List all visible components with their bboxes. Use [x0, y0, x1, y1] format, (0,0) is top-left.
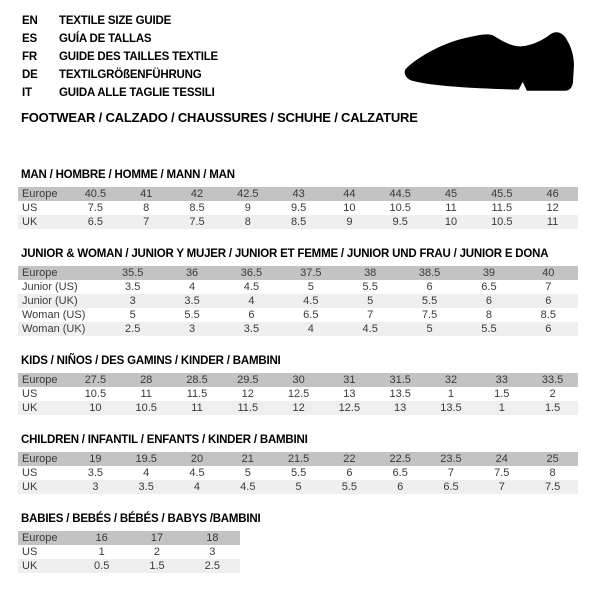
language-label: TEXTILE SIZE GUIDE [59, 15, 172, 27]
size-cell: 4 [143, 467, 150, 479]
size-table [18, 373, 578, 415]
size-cell: 4 [193, 481, 201, 493]
size-cell: 4 [307, 323, 314, 335]
size-cell: 6.5 [303, 309, 319, 321]
size-cell: 3.5 [87, 467, 104, 479]
size-cell: 6 [397, 481, 404, 493]
size-row [18, 280, 578, 294]
size-cell: 10.5 [491, 216, 513, 228]
size-cell: 9.5 [290, 202, 307, 214]
size-cell: 6.5 [481, 281, 497, 293]
size-cell: 10.5 [135, 402, 157, 414]
size-table [18, 452, 578, 494]
language-row-en [22, 12, 218, 30]
row-label: Europe [22, 188, 58, 200]
language-label: GUIDE DES TAILLES TEXTILE [59, 51, 218, 63]
size-cell: 13 [394, 402, 407, 414]
size-cell: 3 [129, 295, 136, 307]
size-row [18, 401, 578, 415]
size-cell: 9.5 [392, 216, 408, 228]
size-cell: 2.5 [204, 560, 220, 572]
row-label: US [22, 546, 38, 558]
size-cell: 1.5 [544, 402, 561, 414]
size-cell: 13 [343, 388, 356, 400]
row-label: Europe [22, 532, 58, 544]
size-cell: 3.5 [138, 481, 154, 493]
size-row [18, 201, 578, 215]
size-cell: 4 [189, 281, 196, 293]
size-cell: 5 [129, 309, 136, 321]
size-cell: 13.5 [389, 388, 411, 400]
size-cell: 4 [248, 295, 255, 307]
size-cell: 36 [185, 267, 199, 279]
size-cell: 8 [143, 202, 150, 214]
size-cell: 5 [244, 467, 251, 479]
size-cell: 12 [241, 388, 254, 400]
size-cell: 5 [295, 481, 302, 493]
size-cell: 19 [89, 453, 102, 465]
row-label: Europe [22, 267, 58, 279]
size-cell: 10.5 [84, 388, 107, 400]
size-row [18, 452, 578, 466]
size-cell: 31.5 [389, 374, 411, 386]
size-cell: 3 [189, 323, 196, 335]
row-label: UK [22, 481, 38, 493]
size-cell: 11.5 [186, 388, 208, 400]
size-cell: 7 [143, 216, 150, 228]
size-cell: 7.5 [87, 202, 104, 214]
size-row [18, 215, 578, 229]
size-section [18, 169, 578, 229]
size-cell: 12 [292, 402, 305, 414]
size-cell: 6 [426, 281, 433, 293]
size-cell: 9 [244, 202, 251, 214]
size-cell: 3.5 [243, 323, 260, 335]
size-table [18, 266, 578, 336]
size-cell: 7 [545, 281, 552, 293]
language-code: DE [22, 69, 38, 81]
size-cell: 2.5 [125, 323, 141, 335]
size-cell: 7.5 [494, 467, 510, 479]
size-cell: 8.5 [540, 309, 556, 321]
size-cell: 18 [206, 532, 219, 544]
size-cell: 5 [307, 281, 314, 293]
size-table-title: KIDS / NIÑOS / DES GAMINS / KINDER / BAMBINI [21, 355, 281, 367]
size-row [18, 466, 578, 480]
language-code: ES [22, 33, 37, 45]
size-cell: 6 [545, 295, 552, 307]
size-cell: 0.5 [94, 560, 110, 572]
size-cell: 46 [546, 188, 559, 200]
size-cell: 10.5 [389, 202, 411, 214]
size-cell: 27.5 [84, 374, 107, 386]
row-label: UK [22, 216, 38, 228]
size-cell: 6 [346, 467, 353, 479]
size-cell: 2 [153, 546, 161, 558]
size-cell: 25 [546, 453, 559, 465]
size-cell: 8.5 [189, 202, 205, 214]
size-section [18, 248, 578, 336]
size-cell: 30 [292, 374, 305, 386]
size-cell: 38.5 [418, 267, 441, 279]
size-cell: 28.5 [186, 374, 208, 386]
size-cell: 5.5 [421, 295, 438, 307]
size-cell: 6.5 [87, 216, 104, 228]
language-label: TEXTILGRÖßENFÜHRUNG [59, 69, 202, 81]
size-cell: 4.5 [240, 481, 256, 493]
size-row [18, 294, 578, 308]
size-cell: 6 [545, 323, 552, 335]
language-code: IT [22, 87, 32, 99]
size-table-title: BABIES / BEBÉS / BÉBÉS / BABYS /BAMBINI [21, 513, 261, 525]
language-row-de [22, 66, 218, 84]
size-cell: 6 [485, 295, 492, 307]
size-row [18, 545, 240, 559]
size-row [18, 187, 578, 201]
size-cell: 1 [498, 402, 505, 414]
size-cell: 3 [92, 481, 99, 493]
size-cell: 5.5 [341, 481, 358, 493]
size-cell: 2 [549, 388, 556, 400]
size-cell: 12 [546, 202, 559, 214]
size-cell: 11 [140, 388, 152, 400]
size-cell: 40 [542, 267, 555, 279]
size-cell: 10 [343, 202, 356, 214]
size-cell: 4.5 [189, 467, 205, 479]
size-row [18, 559, 240, 573]
size-cell: 40.5 [84, 188, 107, 200]
size-cell: 5.5 [184, 309, 200, 321]
size-cell: 3.5 [125, 281, 141, 293]
row-label: US [22, 202, 38, 214]
size-cell: 28 [140, 374, 153, 386]
size-cell: 7.5 [544, 481, 561, 493]
size-cell: 23.5 [440, 453, 462, 465]
size-row [18, 322, 578, 336]
size-cell: 6.5 [392, 467, 408, 479]
size-row [18, 373, 578, 387]
size-cell: 3.5 [184, 295, 200, 307]
size-cell: 45.5 [491, 188, 513, 200]
row-label: Europe [22, 374, 58, 386]
row-label: UK [22, 402, 38, 414]
language-row-es [22, 30, 218, 48]
size-section [18, 513, 578, 573]
language-code: EN [22, 15, 38, 27]
size-cell: 4.5 [303, 295, 319, 307]
size-row [18, 387, 578, 401]
size-cell: 12.5 [338, 402, 361, 414]
size-cell: 44 [343, 188, 356, 200]
size-cell: 4.5 [243, 281, 260, 293]
size-cell: 6 [248, 309, 255, 321]
size-cell: 5 [426, 323, 433, 335]
size-cell: 16 [95, 532, 108, 544]
language-label: GUIDA ALLE TAGLIE TESSILI [59, 87, 215, 99]
size-cell: 8 [549, 467, 556, 479]
row-label: US [22, 467, 38, 479]
size-cell: 7 [498, 481, 505, 493]
language-row-it [22, 84, 218, 102]
size-cell: 42 [190, 188, 204, 200]
size-cell: 22 [343, 453, 356, 465]
language-code: FR [22, 51, 37, 63]
row-label: Europe [22, 453, 58, 465]
size-table [18, 531, 240, 573]
size-cell: 5 [367, 295, 374, 307]
size-cell: 1.5 [149, 560, 165, 572]
size-cell: 1 [98, 546, 105, 558]
size-cell: 44.5 [389, 188, 411, 200]
size-tables [18, 169, 578, 592]
size-cell: 33.5 [541, 374, 564, 386]
size-cell: 21 [241, 453, 254, 465]
size-cell: 32 [444, 374, 458, 386]
size-cell: 29.5 [237, 374, 259, 386]
size-cell: 31 [343, 374, 356, 386]
row-label: UK [22, 560, 38, 572]
size-cell: 8.5 [290, 216, 307, 228]
row-label: US [22, 388, 38, 400]
size-cell: 11 [191, 402, 203, 414]
size-section [18, 355, 578, 415]
size-cell: 5.5 [290, 467, 307, 479]
size-cell: 7 [367, 309, 374, 321]
size-cell: 8 [244, 216, 251, 228]
size-cell: 38 [364, 267, 377, 279]
size-cell: 4.5 [362, 323, 378, 335]
size-cell: 1.5 [494, 388, 510, 400]
size-table-title: JUNIOR & WOMAN / JUNIOR Y MUJER / JUNIOR ET FEMME / JUNIOR UND FRAU / JUNIOR E DONA [21, 248, 549, 260]
size-cell: 37.5 [300, 267, 322, 279]
size-cell: 17 [150, 532, 164, 544]
size-cell: 11 [445, 202, 457, 214]
size-cell: 33 [495, 374, 508, 386]
size-cell: 6.5 [443, 481, 459, 493]
size-cell: 9 [346, 216, 353, 228]
language-legend [22, 12, 218, 102]
size-section [18, 434, 578, 494]
language-label: GUÍA DE TALLAS [59, 33, 152, 45]
size-cell: 42.5 [237, 188, 259, 200]
size-table-title: MAN / HOMBRE / HOMME / MANN / MAN [21, 169, 235, 181]
size-cell: 41 [140, 188, 153, 200]
size-cell: 3 [209, 546, 216, 558]
size-cell: 22.5 [389, 453, 411, 465]
size-cell: 11 [546, 216, 559, 228]
language-row-fr [22, 48, 218, 66]
row-label: Junior (US) [22, 281, 78, 293]
size-cell: 45 [444, 188, 458, 200]
size-cell: 13.5 [440, 402, 462, 414]
size-table-title: CHILDREN / INFANTIL / ENFANTS / KINDER / BAMBINI [21, 434, 308, 446]
size-cell: 8 [485, 309, 492, 321]
size-cell: 43 [292, 188, 305, 200]
row-label: Woman (UK) [22, 323, 86, 335]
row-label: Woman (US) [22, 309, 86, 321]
size-cell: 11.5 [491, 202, 513, 214]
size-cell: 7 [447, 467, 455, 479]
size-row [18, 266, 578, 280]
size-cell: 24 [495, 453, 508, 465]
size-row [18, 531, 240, 545]
size-cell: 7.5 [189, 216, 205, 228]
size-cell: 5.5 [481, 323, 497, 335]
category-title: FOOTWEAR / CALZADO / CHAUSSURES / SCHUHE / CALZATURE [21, 110, 418, 125]
size-cell: 7.5 [421, 309, 438, 321]
size-cell: 35.5 [121, 267, 144, 279]
size-cell: 10 [444, 216, 458, 228]
size-cell: 5.5 [362, 281, 378, 293]
size-cell: 36.5 [240, 267, 263, 279]
size-cell: 11.5 [237, 402, 259, 414]
size-cell: 1 [447, 388, 455, 400]
size-cell: 12.5 [287, 388, 310, 400]
size-cell: 39 [482, 267, 496, 279]
dress-shoe-icon [404, 32, 576, 93]
size-cell: 21.5 [287, 453, 310, 465]
size-table [18, 187, 578, 229]
size-cell: 20 [190, 453, 204, 465]
size-row [18, 308, 578, 322]
row-label: Junior (UK) [22, 295, 78, 307]
size-cell: 10 [89, 402, 102, 414]
size-cell: 19.5 [135, 453, 157, 465]
size-row [18, 480, 578, 494]
